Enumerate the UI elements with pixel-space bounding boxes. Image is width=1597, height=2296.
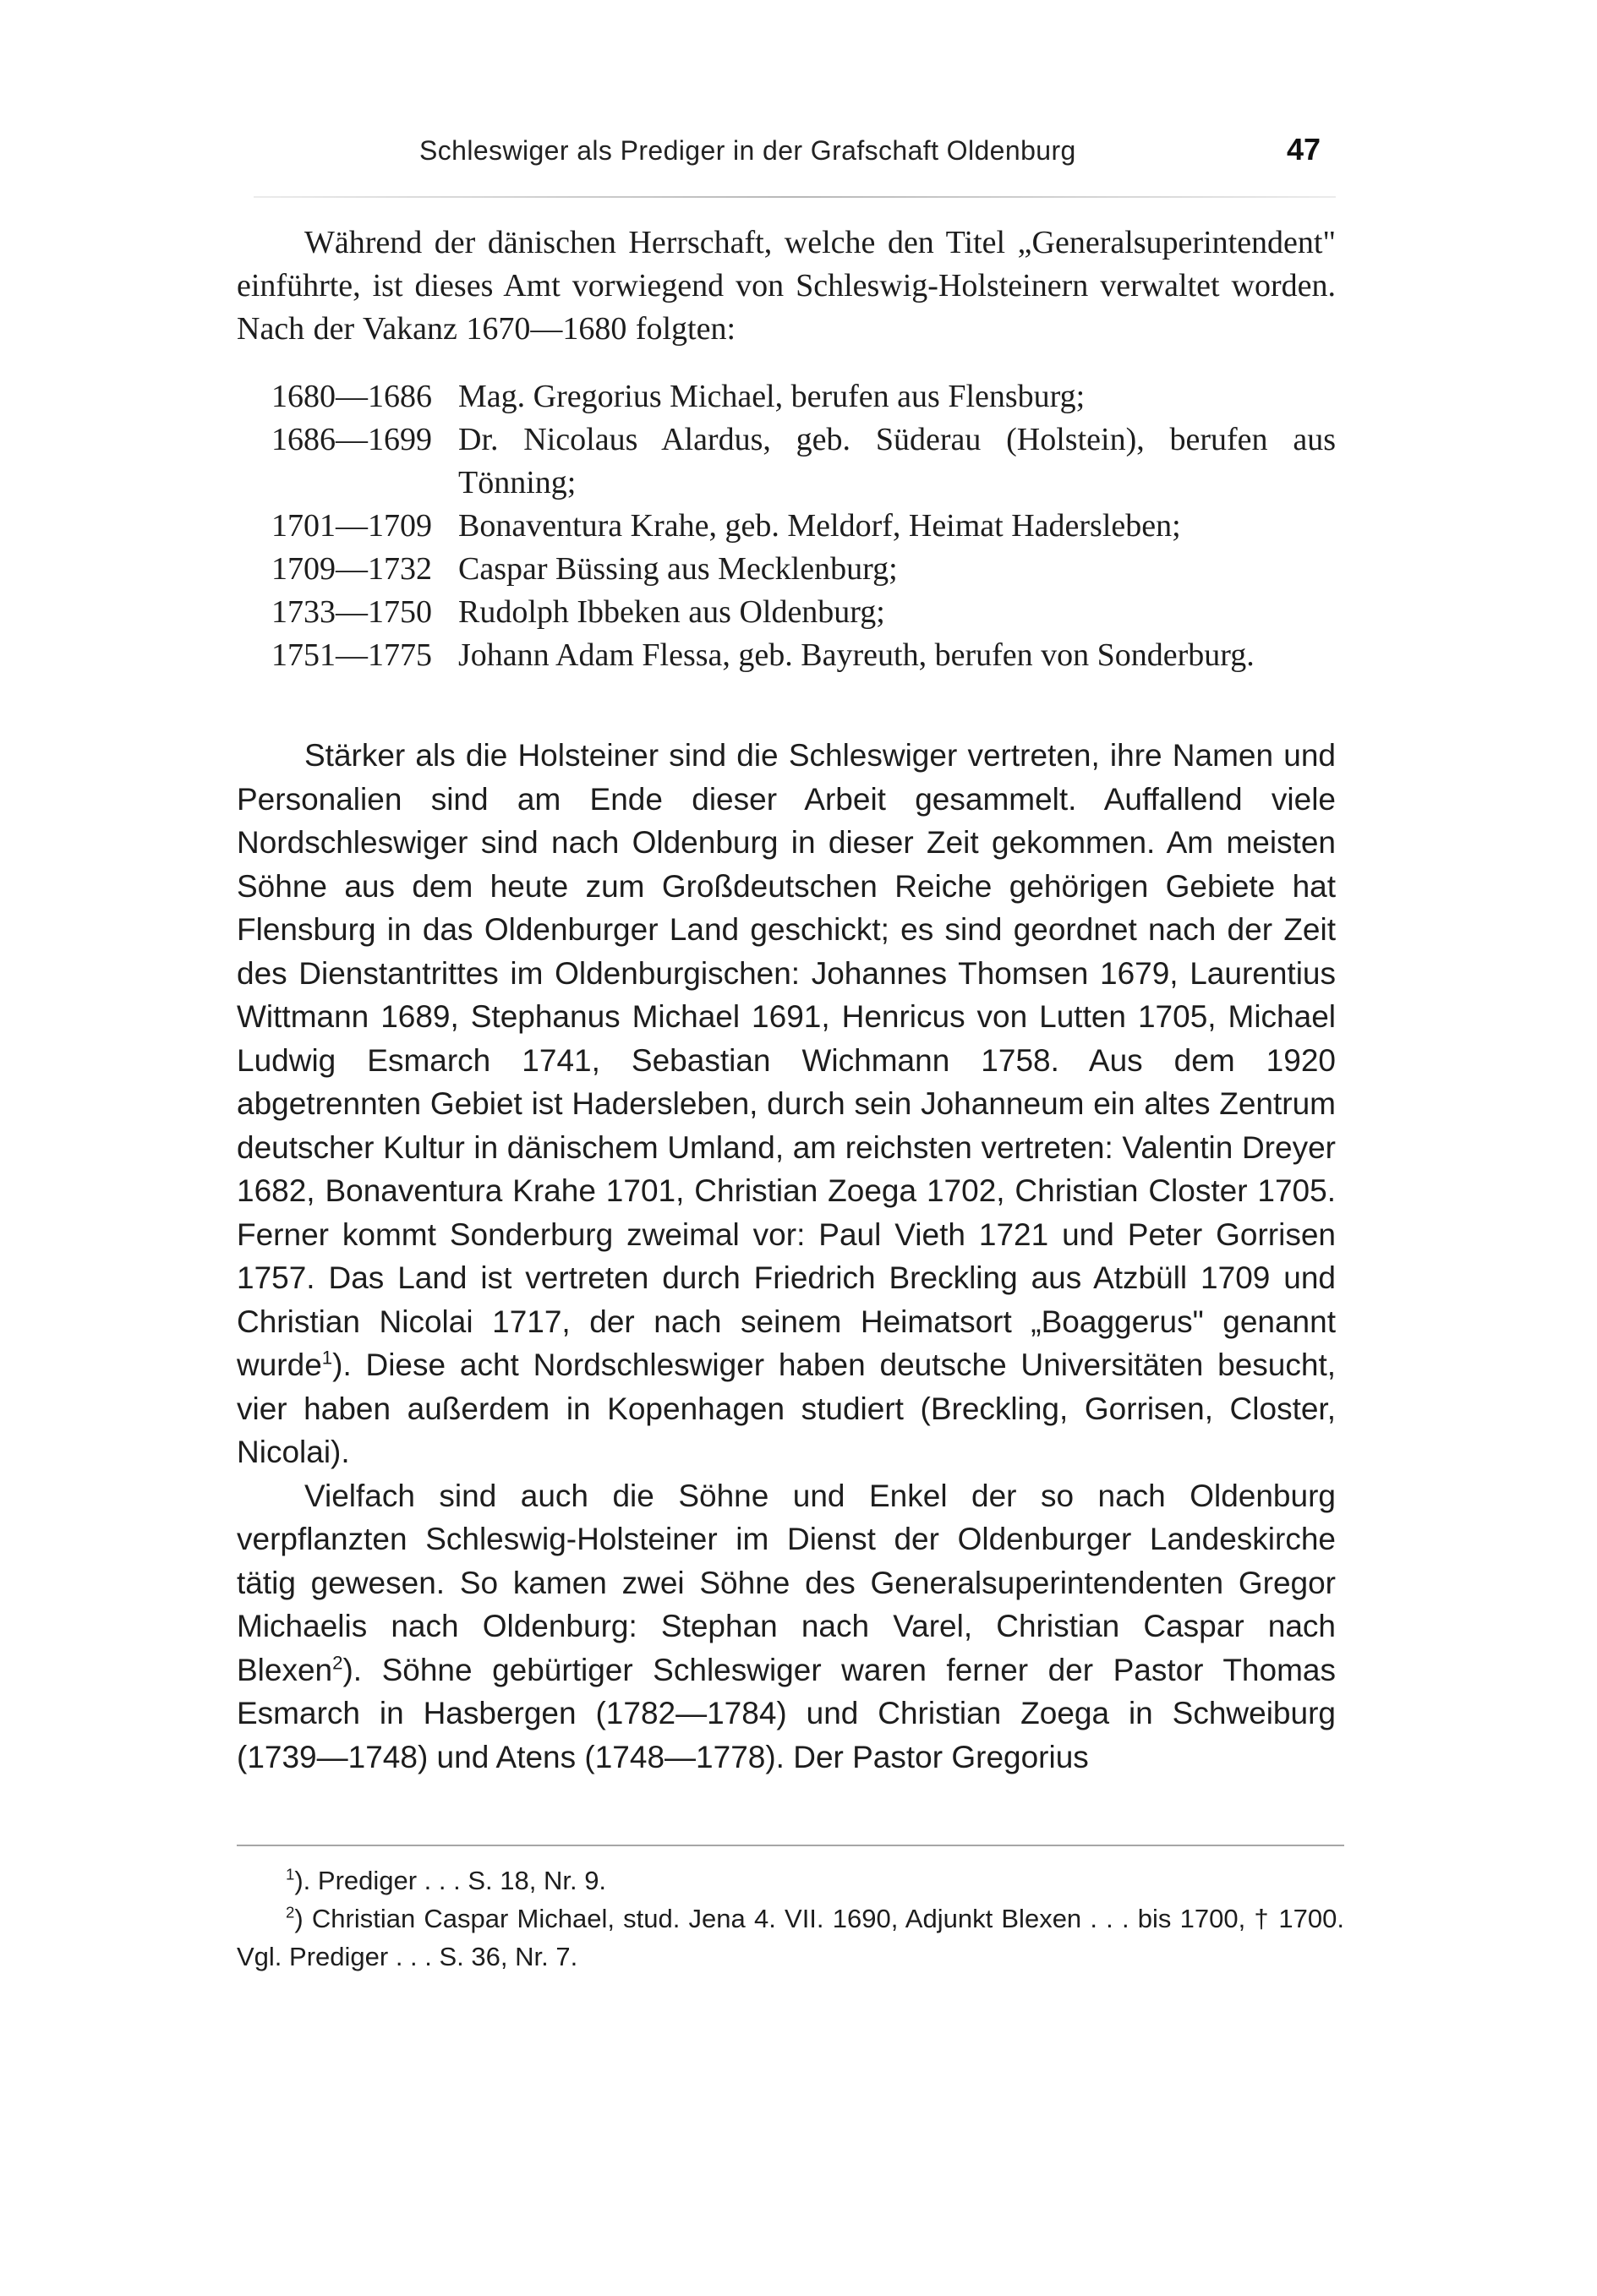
running-header-row — [237, 132, 1336, 186]
footnote-reference[interactable]: 1 — [321, 1347, 333, 1369]
footnote-text: ) Christian Caspar Michael, stud. Jena 4. VII. 1690, Adjunkt Blexen . . . bis 1700, † 1700. Vgl. Prediger . . . S. 36, Nr. 7. — [237, 1904, 1344, 1971]
succession-years: 1751—1775 — [271, 637, 432, 673]
footnote-rule — [237, 1845, 1344, 1846]
succession-text: Johann Adam Flessa, geb. Bayreuth, berufen von Sonderburg. — [458, 637, 1255, 673]
succession-text: Caspar Büssing aus Mecklenburg; — [458, 551, 898, 587]
footnote-mark: 2 — [286, 1903, 295, 1922]
header-rule — [254, 196, 1336, 198]
body-paragraph-descendants — [237, 1474, 1336, 1779]
footnote-2 — [237, 1900, 1344, 1976]
running-title: Schleswiger als Prediger in der Grafschaft Oldenburg — [419, 135, 1076, 166]
succession-entry — [271, 634, 1336, 677]
footnote-1 — [237, 1861, 1344, 1900]
succession-text: Mag. Gregorius Michael, berufen aus Flensburg; — [458, 379, 1086, 414]
footnotes — [237, 1861, 1344, 1976]
paragraph-text: ). Diese acht Nordschleswiger haben deutsche Universitäten besucht, vier haben außerdem in Kopenhagen studiert (Breckling, Gorrisen, Closter, Nicolai). — [237, 1348, 1336, 1469]
succession-list — [271, 375, 1336, 677]
succession-years: 1701—1709 — [271, 508, 432, 544]
paragraph-text: ). Söhne gebürtiger Schleswiger waren ferner der Pastor Thomas Esmarch in Hasbergen (1782—1784) und Christian Zoega in Schweiburg (1739—1748) und Atens (1748—1778). Der Pastor Gregorius — [237, 1652, 1336, 1774]
succession-entry — [271, 591, 1336, 634]
succession-entry — [271, 418, 1336, 505]
paragraph-text: Stärker als die Holsteiner sind die Schleswiger vertreten, ihre Namen und Personalien sind am Ende dieser Arbeit gesammelt. Auffallend viele Nordschleswiger sind nach Oldenburg in dieser Zeit gekommen. Am meisten Söhne aus dem heute zum Großdeutschen Reiche gehörigen Gebiete hat Flensburg in das Oldenburger Land geschickt; es sind geordnet nach der Zeit des Dienstantrittes im Oldenburgischen: Johannes Thomsen 1679, Laurentius Wittmann 1689, Stephanus Michael 1691, Henricus von Lutten 1705, Michael Ludwig Esmarch 1741, Sebastian Wichmann 1758. Aus dem 1920 abgetrennten Gebiet ist Hadersleben, durch sein Johanneum ein altes Zentrum deutscher Kultur in dänischem Umland, am reichsten vertreten: Valentin Dreyer 1682, Bonaventura Krahe 1701, Christian Zoega 1702, Christian Closter 1705. Ferner kommt Sonderburg zweimal vor: Paul Vieth 1721 und Peter Gorrisen 1757. Das Land ist vertreten durch Friedrich Breckling aus Atzbüll 1709 und Christian Nicolai 1717, der nach seinem Heimatsort „Boaggerus" genannt wurde — [237, 738, 1336, 1382]
paragraph-text: Vielfach sind auch die Söhne und Enkel der so nach Oldenburg verpflanzten Schleswig-Holsteiner im Dienst der Oldenburger Landeskirche tätig gewesen. So kamen zwei Söhne des Generalsuperintendenten Gregor Michaelis nach Oldenburg: Stephan nach Varel, Christian Caspar nach Blexen — [237, 1478, 1336, 1687]
succession-years: 1686—1699 — [271, 422, 432, 457]
succession-entry — [271, 548, 1336, 591]
succession-years: 1709—1732 — [271, 551, 432, 587]
succession-entry — [271, 375, 1336, 418]
footnote-mark: 1 — [286, 1865, 295, 1883]
footnote-reference[interactable]: 2 — [332, 1652, 343, 1674]
succession-text: Dr. Nicolaus Alardus, geb. Süderau (Holstein), berufen aus Tönning; — [458, 422, 1336, 500]
succession-text: Rudolph Ibbeken aus Oldenburg; — [458, 594, 885, 630]
main-text — [237, 221, 1336, 1779]
intro-paragraph: Während der dänischen Herrschaft, welche den Titel „Generalsuperintendent" einführte, ist dieses Amt vorwiegend von Schleswig-Holsteinern verwaltet worden. Nach der Vakanz 1670—1680 folgten: — [237, 225, 1336, 347]
succession-years: 1733—1750 — [271, 594, 432, 630]
succession-entry — [271, 505, 1336, 548]
footnote-text: ). Prediger . . . S. 18, Nr. 9. — [294, 1866, 607, 1895]
body-paragraph-schleswiger — [237, 734, 1336, 1474]
succession-years: 1680—1686 — [271, 379, 432, 414]
page-number: 47 — [1287, 132, 1321, 167]
succession-text: Bonaventura Krahe, geb. Meldorf, Heimat Hadersleben; — [458, 508, 1181, 544]
